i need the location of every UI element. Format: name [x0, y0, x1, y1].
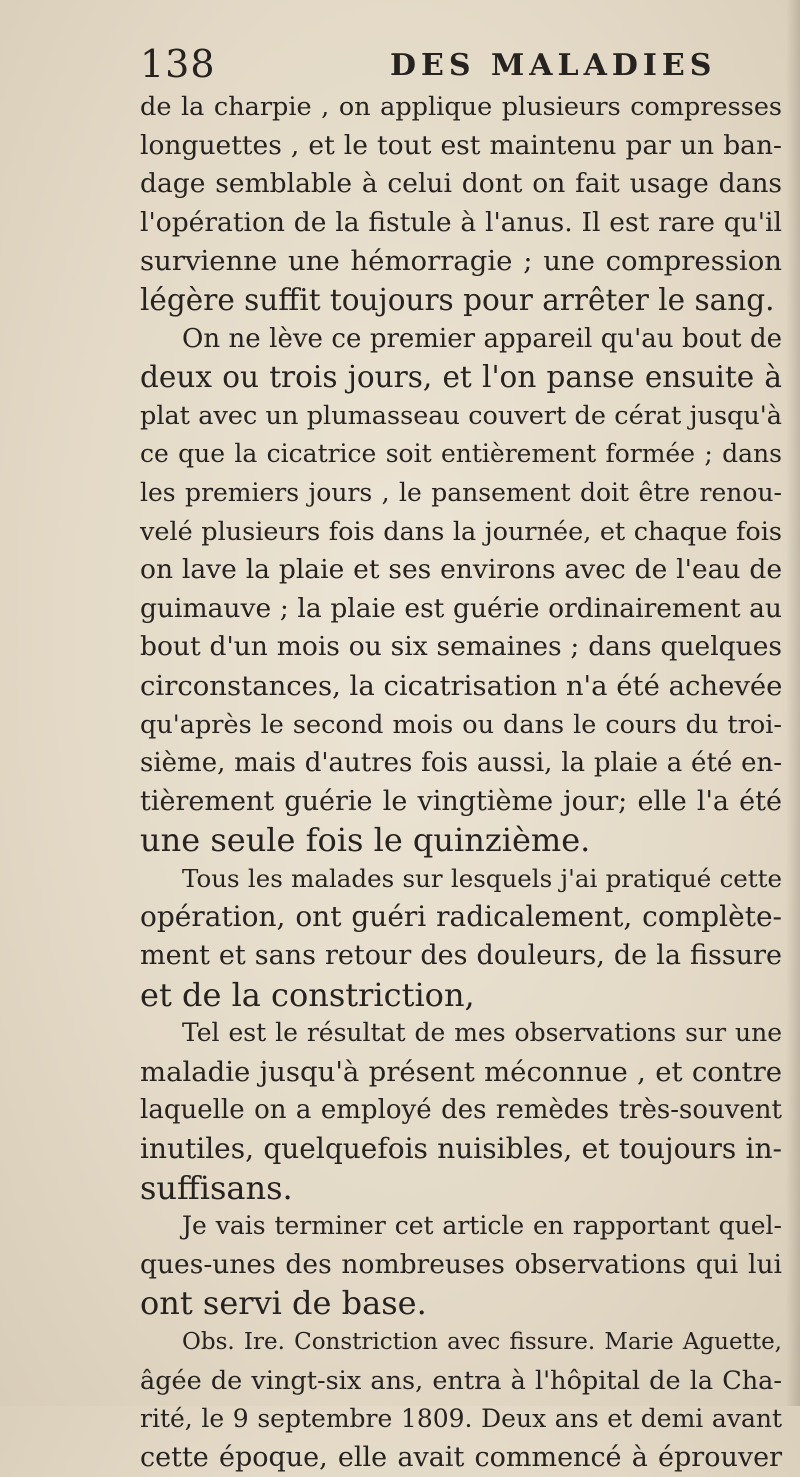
text-line: ment et sans retour des douleurs, de la fissure	[140, 940, 782, 972]
text-line: cette époque, elle avait commencé à éprouver	[140, 1441, 782, 1473]
text-line: légère suffit toujours pour arrêter le sang.	[140, 282, 775, 317]
text-line: rité, le 9 septembre 1809. Deux ans et demi avant	[140, 1404, 782, 1434]
text-line: ce que la cicatrice soit entièrement formée ; dans	[140, 439, 782, 469]
text-line: deux ou trois jours, et l'on panse ensuite à	[140, 360, 782, 395]
text-line: plat avec un plumasseau couvert de cérat jusqu'à	[140, 400, 782, 431]
text-line: ont servi de base.	[140, 1284, 427, 1323]
text-line: inutiles, quelquefois nuisibles, et toujours in-	[140, 1132, 782, 1166]
text-line: bout d'un mois ou six semaines ; dans quelques	[140, 631, 782, 663]
page-number: 138	[140, 42, 216, 86]
text-line: âgée de vingt-six ans, entra à l'hôpital de la Cha-	[140, 1365, 782, 1396]
text-line: velé plusieurs fois dans la journée, et chaque fois	[140, 516, 782, 547]
text-line: sième, mais d'autres fois aussi, la plaie a été en-	[140, 748, 782, 779]
text-line: guimauve ; la plaie est guérie ordinairement au	[140, 592, 782, 624]
text-line: l'opération de la fistule à l'anus. Il est rare qu'il	[140, 206, 782, 238]
text-line: Tel est le résultat de mes observations sur une	[182, 1018, 782, 1048]
text-line: laquelle on a employé des remèdes très-souvent	[140, 1095, 782, 1126]
text-line: qu'après le second mois ou dans le cours du troi-	[140, 709, 782, 740]
text-line: Tous les malades sur lesquels j'ai pratiqué cette	[182, 863, 782, 893]
text-line: ques-unes des nombreuses observations qui lui	[140, 1248, 782, 1280]
text-line: Je vais terminer cet article en rapportant quel-	[182, 1211, 782, 1241]
text-line: Obs. Ire. Constriction avec fissure. Marie Aguette,	[182, 1329, 782, 1355]
body-text	[140, 88, 782, 1477]
text-line: longuettes , et le tout est maintenu par un ban-	[140, 129, 782, 161]
text-line: une seule fois le quinzième.	[140, 821, 591, 860]
text-line: opération, ont guéri radicalement, complète-	[140, 900, 782, 934]
text-line: On ne lève ce premier appareil qu'au bout de	[182, 323, 782, 354]
text-line: on lave la plaie et ses environs avec de l'eau de	[140, 554, 782, 586]
text-line: et de la constriction,	[140, 975, 475, 1014]
text-line: les premiers jours , le pansement doit être renou-	[140, 477, 782, 507]
page-header	[140, 38, 780, 88]
text-line: suffisans.	[140, 1168, 293, 1207]
text-line: dage semblable à celui dont on fait usage dans	[140, 168, 782, 200]
text-line: survienne une hémorragie ; une compression	[140, 245, 782, 278]
text-line: circonstances, la cicatrisation n'a été achevée	[140, 669, 783, 702]
text-line: tièrement guérie le vingtième jour; elle l'a été	[140, 785, 782, 817]
scan-edge-shadow	[786, 0, 800, 1406]
text-line: de la charpie , on applique plusieurs compresses	[140, 92, 782, 122]
text-line: maladie jusqu'à présent méconnue , et contre	[140, 1055, 782, 1088]
running-head: DES MALADIES	[390, 48, 717, 83]
